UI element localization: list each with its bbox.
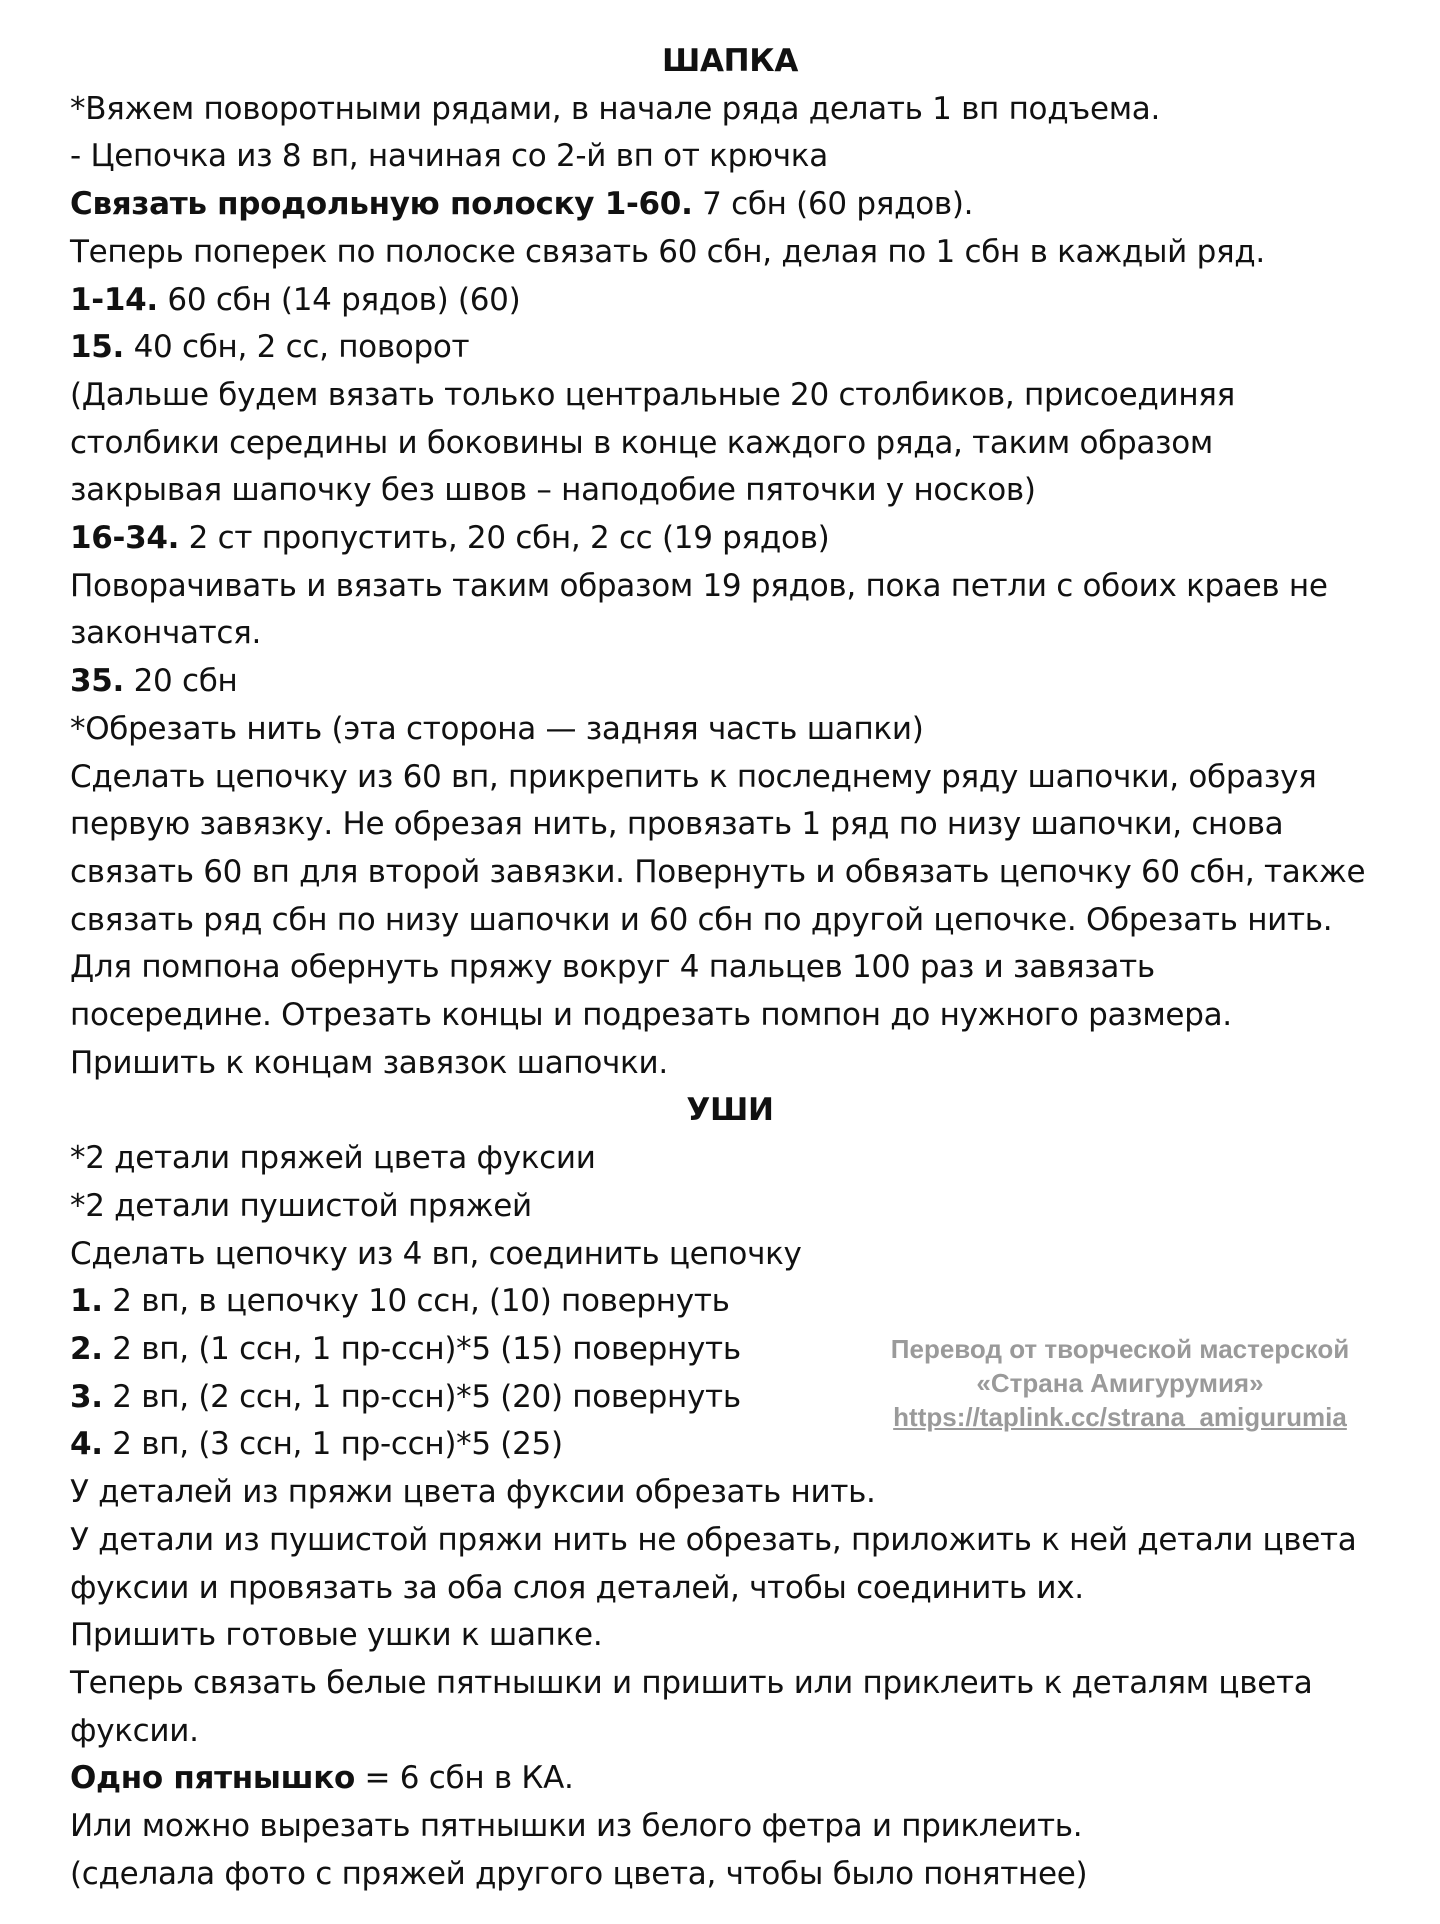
ears-line-text: *2 детали пушистой пряжей [70,1187,532,1224]
ears-line [70,1612,1390,1660]
hat-line [70,610,1390,658]
watermark-line-1: Перевод от творческой мастерской [890,1334,1350,1364]
ears-line-text: фуксии. [70,1712,199,1749]
watermark-line-2: «Страна Амигурумия» [976,1368,1264,1398]
hat-line [70,992,1390,1040]
hat-section-title: ШАПКА [661,43,799,79]
hat-line-text: Пришить к концам завязок шапочки. [70,1044,668,1081]
ears-line [70,1231,1390,1279]
hat-instructions [70,86,1390,1088]
hat-line [70,277,1390,325]
ears-line-text: (сделала фото с пряжей другого цвета, чтобы было понятнее) [70,1855,1088,1892]
ears-line-text: Сделать цепочку из 4 вп, соединить цепочку [70,1235,802,1272]
hat-line [70,467,1390,515]
hat-step-label: 35. [70,663,125,700]
ears-line [70,1278,1390,1326]
hat-line-text: Теперь поперек по полоске связать 60 сбн, делая по 1 сбн в каждый ряд. [70,233,1265,270]
hat-line [70,1040,1390,1088]
ears-line [70,1851,1390,1899]
hat-line-text: столбики середины и боковины в конце каждого ряда, таким образом [70,424,1213,461]
ears-line-text: Пришить готовые ушки к шапке. [70,1617,603,1654]
hat-line [70,229,1390,277]
ears-line-text: фуксии и провязать за оба слоя деталей, чтобы соединить их. [70,1569,1084,1606]
hat-line-text: посередине. Отрезать концы и подрезать помпон до нужного размера. [70,997,1232,1034]
hat-line [70,563,1390,611]
hat-line-text: *Вяжем поворотными рядами, в начале ряда делать 1 вп подъема. [70,90,1161,127]
ears-step-label: 2. [70,1330,103,1367]
ears-section-title: УШИ [686,1092,774,1129]
document-body [70,38,1390,1898]
hat-line-text: Поворачивать и вязать таким образом 19 рядов, пока петли с обоих краев не [70,567,1328,604]
ears-line [70,1183,1390,1231]
ears-line-text: Теперь связать белые пятнышки и пришить или приклеить к деталям цвета [70,1664,1313,1701]
ears-line-text: У детали из пушистой пряжи нить не обрезать, приложить к ней детали цвета [70,1521,1357,1558]
hat-line [70,658,1390,706]
ears-line-text: 2 вп, (1 ссн, 1 пр-ссн)*5 (15) повернуть [102,1330,741,1367]
hat-line [70,324,1390,372]
watermark-url: https://taplink.cc/strana_amigurumia [893,1402,1347,1432]
hat-line [70,133,1390,181]
ears-line-text: = 6 сбн в КА. [355,1760,574,1797]
ears-step-label: Одно пятнышко [70,1760,355,1797]
ears-line [70,1755,1390,1803]
hat-line-text: 40 сбн, 2 сс, поворот [124,329,470,366]
hat-line [70,897,1390,945]
hat-line [70,706,1390,754]
hat-step-label: Связать продольную полоску 1-60. [70,186,693,223]
ears-line [70,1517,1390,1565]
ears-line-text: 2 вп, в цепочку 10 ссн, (10) повернуть [102,1283,730,1320]
hat-line [70,849,1390,897]
hat-line [70,515,1390,563]
hat-line [70,801,1390,849]
hat-line [70,944,1390,992]
ears-line [70,1803,1390,1851]
ears-step-label: 3. [70,1378,103,1415]
ears-line [70,1135,1390,1183]
hat-line-text: связать 60 вп для второй завязки. Повернуть и обвязать цепочку 60 сбн, также [70,853,1366,890]
hat-line-text: *Обрезать нить (эта сторона — задняя часть шапки) [70,710,924,747]
hat-line-text: (Дальше будем вязать только центральные 20 столбиков, присоединяя [70,376,1235,413]
hat-line [70,181,1390,229]
ears-step-label: 1. [70,1283,103,1320]
translation-watermark [850,1332,1390,1434]
hat-line-text: закрывая шапочку без швов – наподобие пяточки у носков) [70,472,1036,509]
ears-instructions [70,1135,1390,1898]
ears-step-label: 4. [70,1426,103,1463]
hat-line [70,372,1390,420]
ears-line-text: 2 вп, (3 ссн, 1 пр-ссн)*5 (25) [102,1426,563,1463]
ears-line [70,1565,1390,1613]
hat-line [70,754,1390,802]
hat-line-text: Для помпона обернуть пряжу вокруг 4 пальцев 100 раз и завязать [70,949,1155,986]
ears-line [70,1708,1390,1756]
hat-line-text: - Цепочка из 8 вп, начиная со 2-й вп от крючка [70,138,828,175]
hat-line-text: 60 сбн (14 рядов) (60) [157,281,521,318]
hat-step-label: 16-34. [70,520,180,557]
ears-line-text: *2 детали пряжей цвета фуксии [70,1140,596,1177]
ears-line-text: 2 вп, (2 ссн, 1 пр-ссн)*5 (20) повернуть [102,1378,741,1415]
ears-line-text: Или можно вырезать пятнышки из белого фетра и приклеить. [70,1808,1083,1845]
hat-line-text: 20 сбн [124,663,238,700]
hat-line-text: закончатся. [70,615,262,652]
hat-line-text: Сделать цепочку из 60 вп, прикрепить к последнему ряду шапочки, образуя [70,758,1317,795]
hat-line-text: связать ряд сбн по низу шапочки и 60 сбн по другой цепочке. Обрезать нить. [70,901,1333,938]
hat-step-label: 15. [70,329,125,366]
hat-step-label: 1-14. [70,281,158,318]
hat-line-text: 7 сбн (60 рядов). [692,186,974,223]
hat-line-text: 2 ст пропустить, 20 сбн, 2 сс (19 рядов) [179,520,830,557]
hat-line-text: первую завязку. Не обрезая нить, провязать 1 ряд по низу шапочки, снова [70,806,1284,843]
ears-line [70,1660,1390,1708]
ears-line-text: У деталей из пряжи цвета фуксии обрезать нить. [70,1474,876,1511]
hat-line [70,86,1390,134]
hat-line [70,420,1390,468]
ears-line [70,1469,1390,1517]
